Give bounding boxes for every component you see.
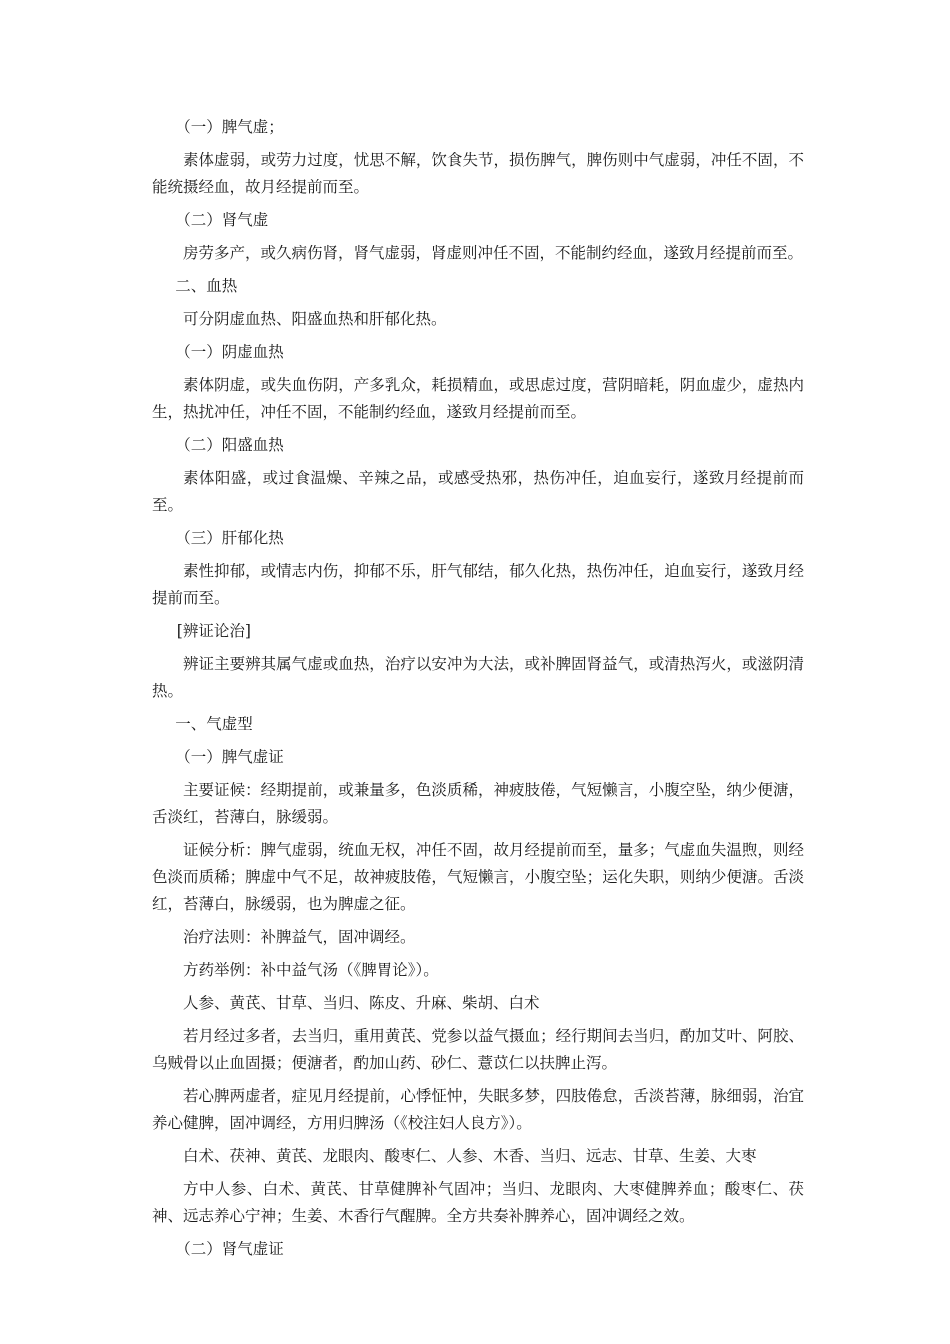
body-paragraph: 若心脾两虚者，症见月经提前，心悸怔忡，失眠多梦，四肢倦怠，舌淡苔薄，脉细弱，治宜养心健脾，固冲调经，方用归脾汤（《校注妇人良方》）。 [152, 1087, 804, 1132]
body-paragraph: 素体阳盛，或过食温燥、辛辣之品，或感受热邪，热伤冲任，迫血妄行，遂致月经提前而至。 [152, 469, 804, 514]
herb-list: 白术、茯神、黄芪、龙眼肉、酸枣仁、人参、木香、当归、远志、甘草、生姜、大枣 [183, 1147, 757, 1165]
herb-list: 人参、黄芪、甘草、当归、陈皮、升麻、柴胡、白术 [183, 994, 540, 1012]
body-paragraph: 辨证主要辨其属气虚或血热，治疗以安冲为大法，或补脾固肾益气，或清热泻火，或滋阴清热。 [152, 655, 804, 700]
section-heading: （三）肝郁化热 [175, 529, 284, 547]
body-paragraph: 可分阴虚血热、阳盛血热和肝郁化热。 [183, 310, 447, 328]
body-paragraph: 治疗法则：补脾益气，固冲调经。 [183, 928, 416, 946]
body-paragraph: 素体虚弱，或劳力过度，忧思不解，饮食失节，损伤脾气，脾伤则中气虚弱，冲任不固，不能统摄经血，故月经提前而至。 [152, 151, 804, 196]
document-page [152, 114, 804, 1269]
section-heading: （二）肾气虚 [175, 211, 269, 229]
section-heading: （一）阴虚血热 [175, 343, 284, 361]
chapter-heading: 二、血热 [175, 277, 238, 295]
section-heading: （一）脾气虚证 [175, 748, 284, 766]
body-paragraph: 房劳多产，或久病伤肾，肾气虚弱，肾虚则冲任不固，不能制约经血，遂致月经提前而至。 [183, 244, 804, 262]
body-paragraph: 素体阴虚，或失血伤阴，产多乳众，耗损精血，或思虑过度，营阴暗耗，阴血虚少，虚热内生，热扰冲任，冲任不固，不能制约经血，遂致月经提前而至。 [152, 376, 804, 421]
section-heading: （一）脾气虚； [175, 118, 284, 136]
body-paragraph: 证候分析：脾气虚弱，统血无权，冲任不固，故月经提前而至，量多；气虚血失温煦，则经色淡而质稀；脾虚中气不足，故神疲肢倦，气短懒言，小腹空坠；运化失职，则纳少便溏。舌淡红，苔薄白，脉缓弱，也为脾虚之征。 [152, 841, 804, 913]
body-paragraph: 方药举例：补中益气汤（《脾胃论》）。 [183, 961, 439, 979]
section-heading: （二）阳盛血热 [175, 436, 284, 454]
body-paragraph: 若月经过多者，去当归，重用黄芪、党参以益气摄血；经行期间去当归，酌加艾叶、阿胶、乌贼骨以止血固摄；便溏者，酌加山药、砂仁、薏苡仁以扶脾止泻。 [152, 1027, 804, 1072]
chapter-heading: 一、气虚型 [175, 715, 253, 733]
body-paragraph: 主要证候：经期提前，或兼量多，色淡质稀，神疲肢倦，气短懒言，小腹空坠，纳少便溏，舌淡红，苔薄白，脉缓弱。 [152, 781, 804, 826]
body-paragraph: 素性抑郁，或情志内伤，抑郁不乐，肝气郁结，郁久化热，热伤冲任，迫血妄行，遂致月经提前而至。 [152, 562, 804, 607]
section-heading: （二）肾气虚证 [175, 1240, 284, 1258]
body-paragraph: 方中人参、白术、黄芪、甘草健脾补气固冲；当归、龙眼肉、大枣健脾养血；酸枣仁、茯神、远志养心宁神；生姜、木香行气醒脾。全方共奏补脾养心，固冲调经之效。 [152, 1180, 804, 1225]
bracket-heading: [辨证论治] [176, 622, 251, 640]
